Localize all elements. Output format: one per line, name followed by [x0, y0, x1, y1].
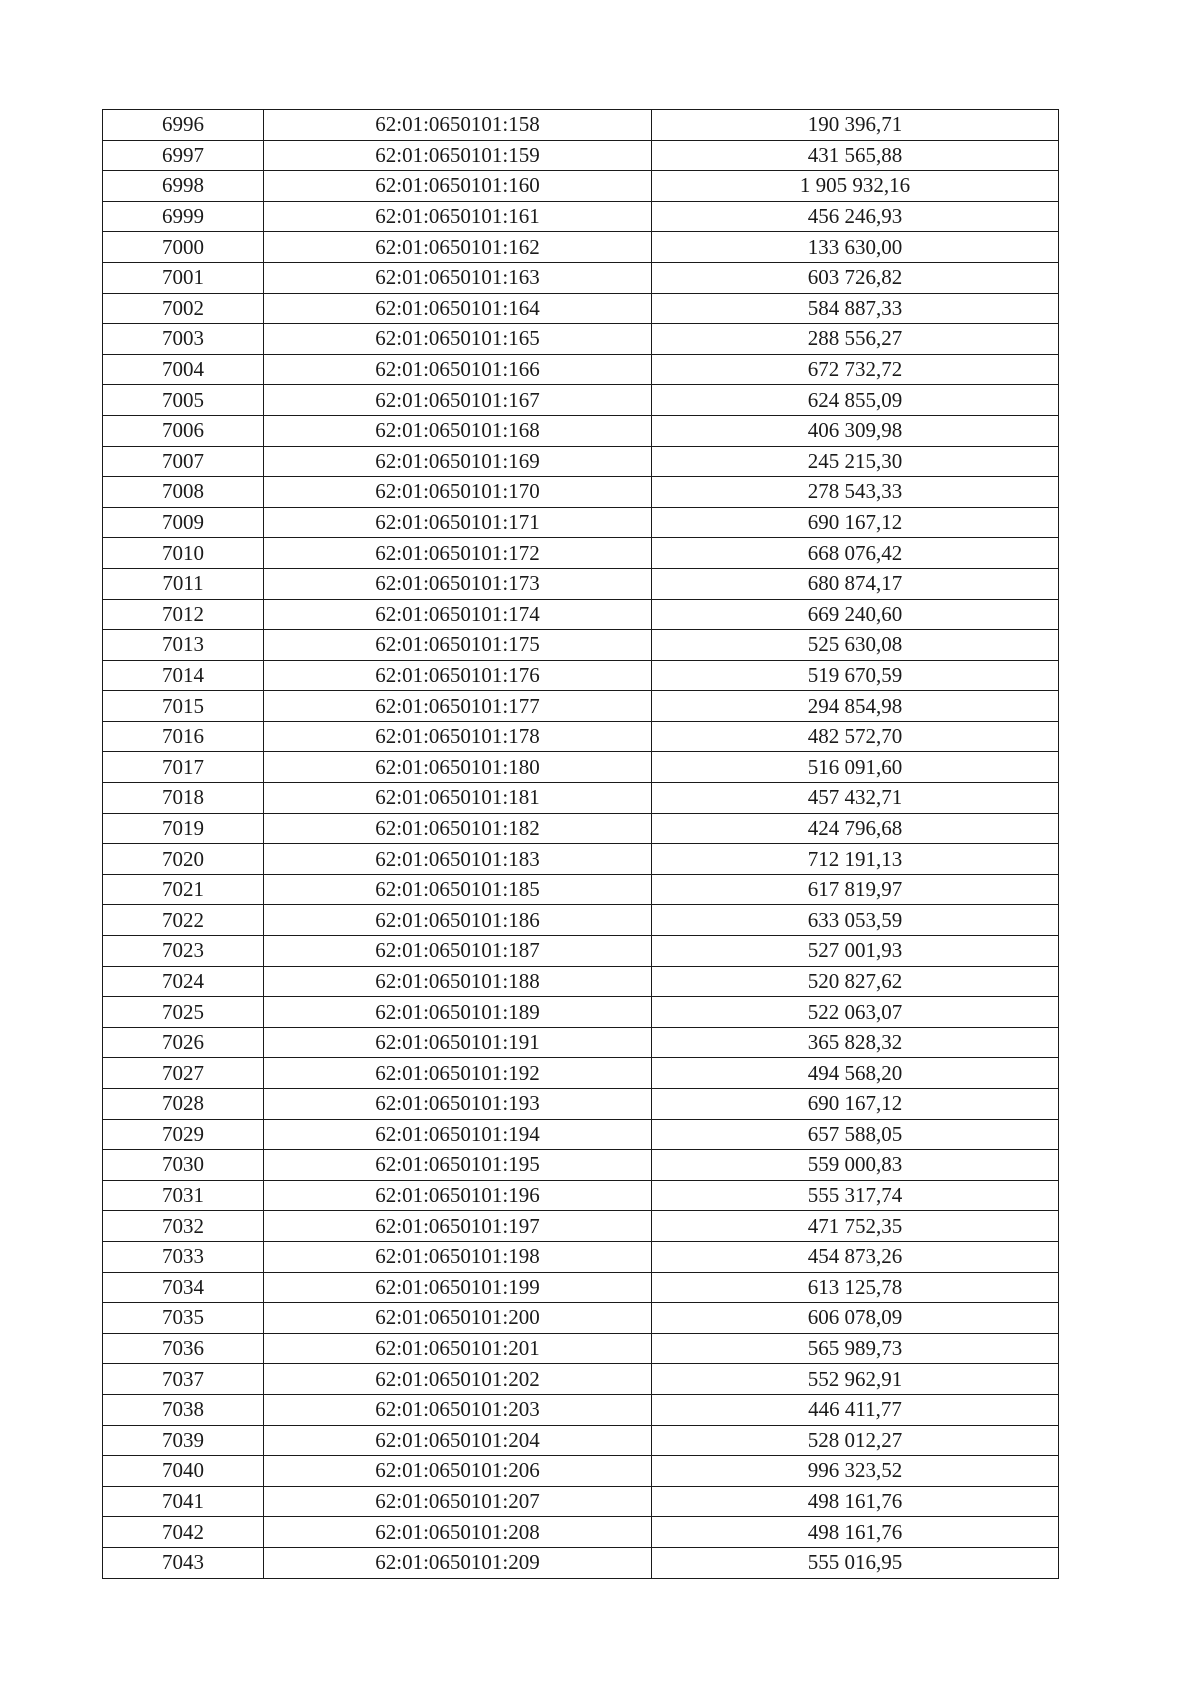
cadastral-number-cell: 62:01:0650101:168 [264, 415, 652, 446]
table-row [103, 1303, 1059, 1334]
table-row [103, 1364, 1059, 1395]
table-row [103, 1272, 1059, 1303]
cadastral-value-cell: 520 827,62 [652, 966, 1059, 997]
table-row [103, 1119, 1059, 1150]
cadastral-number-cell: 62:01:0650101:201 [264, 1333, 652, 1364]
table-row [103, 354, 1059, 385]
table-body [103, 110, 1059, 1579]
row-number-cell: 7017 [103, 752, 264, 783]
table-row [103, 1089, 1059, 1120]
row-number-cell: 7019 [103, 813, 264, 844]
cadastral-value-cell: 606 078,09 [652, 1303, 1059, 1334]
cadastral-value-cell: 559 000,83 [652, 1150, 1059, 1181]
cadastral-number-cell: 62:01:0650101:200 [264, 1303, 652, 1334]
table-row [103, 171, 1059, 202]
cadastral-value-cell: 669 240,60 [652, 599, 1059, 630]
cadastral-number-cell: 62:01:0650101:173 [264, 568, 652, 599]
table-row [103, 1211, 1059, 1242]
row-number-cell: 7037 [103, 1364, 264, 1395]
cadastral-value-cell: 457 432,71 [652, 783, 1059, 814]
cadastral-number-cell: 62:01:0650101:174 [264, 599, 652, 630]
cadastral-number-cell: 62:01:0650101:206 [264, 1456, 652, 1487]
table-row [103, 660, 1059, 691]
cadastral-value-cell: 498 161,76 [652, 1517, 1059, 1548]
cadastral-number-cell: 62:01:0650101:189 [264, 997, 652, 1028]
cadastral-number-cell: 62:01:0650101:185 [264, 874, 652, 905]
cadastral-value-cell: 190 396,71 [652, 110, 1059, 141]
row-number-cell: 7029 [103, 1119, 264, 1150]
cadastral-number-cell: 62:01:0650101:182 [264, 813, 652, 844]
cadastral-value-cell: 519 670,59 [652, 660, 1059, 691]
row-number-cell: 7040 [103, 1456, 264, 1487]
row-number-cell: 7024 [103, 966, 264, 997]
cadastral-number-cell: 62:01:0650101:159 [264, 140, 652, 171]
cadastral-number-cell: 62:01:0650101:198 [264, 1241, 652, 1272]
cadastral-value-cell: 133 630,00 [652, 232, 1059, 263]
cadastral-number-cell: 62:01:0650101:203 [264, 1394, 652, 1425]
table-row [103, 568, 1059, 599]
table-row [103, 232, 1059, 263]
row-number-cell: 7042 [103, 1517, 264, 1548]
cadastral-value-cell: 633 053,59 [652, 905, 1059, 936]
cadastral-value-cell: 498 161,76 [652, 1486, 1059, 1517]
cadastral-number-cell: 62:01:0650101:207 [264, 1486, 652, 1517]
table-row [103, 262, 1059, 293]
row-number-cell: 7007 [103, 446, 264, 477]
cadastral-value-cell: 690 167,12 [652, 507, 1059, 538]
cadastral-number-cell: 62:01:0650101:209 [264, 1547, 652, 1578]
table-row [103, 324, 1059, 355]
cadastral-value-cell: 555 317,74 [652, 1180, 1059, 1211]
cadastral-value-cell: 365 828,32 [652, 1027, 1059, 1058]
cadastral-number-cell: 62:01:0650101:160 [264, 171, 652, 202]
cadastral-value-cell: 527 001,93 [652, 936, 1059, 967]
row-number-cell: 7032 [103, 1211, 264, 1242]
cadastral-number-cell: 62:01:0650101:196 [264, 1180, 652, 1211]
table-row [103, 1027, 1059, 1058]
cadastral-value-cell: 555 016,95 [652, 1547, 1059, 1578]
table-row [103, 752, 1059, 783]
table-row [103, 1150, 1059, 1181]
cadastral-value-cell: 528 012,27 [652, 1425, 1059, 1456]
row-number-cell: 7016 [103, 721, 264, 752]
cadastral-value-cell: 294 854,98 [652, 691, 1059, 722]
row-number-cell: 7030 [103, 1150, 264, 1181]
cadastral-number-cell: 62:01:0650101:188 [264, 966, 652, 997]
cadastral-value-cell: 431 565,88 [652, 140, 1059, 171]
table-row [103, 844, 1059, 875]
row-number-cell: 7013 [103, 630, 264, 661]
cadastral-value-cell: 565 989,73 [652, 1333, 1059, 1364]
cadastral-number-cell: 62:01:0650101:172 [264, 538, 652, 569]
row-number-cell: 7034 [103, 1272, 264, 1303]
table-row [103, 997, 1059, 1028]
row-number-cell: 7033 [103, 1241, 264, 1272]
cadastral-value-cell: 672 732,72 [652, 354, 1059, 385]
table-row [103, 721, 1059, 752]
row-number-cell: 7010 [103, 538, 264, 569]
cadastral-number-cell: 62:01:0650101:186 [264, 905, 652, 936]
row-number-cell: 7003 [103, 324, 264, 355]
cadastral-number-cell: 62:01:0650101:180 [264, 752, 652, 783]
table-row [103, 201, 1059, 232]
row-number-cell: 7041 [103, 1486, 264, 1517]
table-row [103, 1241, 1059, 1272]
cadastral-value-cell: 288 556,27 [652, 324, 1059, 355]
cadastral-number-cell: 62:01:0650101:163 [264, 262, 652, 293]
cadastral-number-cell: 62:01:0650101:175 [264, 630, 652, 661]
cadastral-value-cell: 522 063,07 [652, 997, 1059, 1028]
cadastral-value-cell: 617 819,97 [652, 874, 1059, 905]
table-row [103, 1394, 1059, 1425]
row-number-cell: 7038 [103, 1394, 264, 1425]
row-number-cell: 7021 [103, 874, 264, 905]
cadastral-number-cell: 62:01:0650101:194 [264, 1119, 652, 1150]
cadastral-number-cell: 62:01:0650101:165 [264, 324, 652, 355]
cadastral-value-cell: 456 246,93 [652, 201, 1059, 232]
row-number-cell: 7023 [103, 936, 264, 967]
cadastral-value-cell: 482 572,70 [652, 721, 1059, 752]
cadastral-number-cell: 62:01:0650101:187 [264, 936, 652, 967]
table-row [103, 966, 1059, 997]
cadastral-value-cell: 424 796,68 [652, 813, 1059, 844]
cadastral-value-cell: 603 726,82 [652, 262, 1059, 293]
cadastral-number-cell: 62:01:0650101:161 [264, 201, 652, 232]
row-number-cell: 6997 [103, 140, 264, 171]
table-row [103, 691, 1059, 722]
cadastral-value-cell: 680 874,17 [652, 568, 1059, 599]
cadastral-value-cell: 494 568,20 [652, 1058, 1059, 1089]
row-number-cell: 7025 [103, 997, 264, 1028]
row-number-cell: 7008 [103, 477, 264, 508]
row-number-cell: 7026 [103, 1027, 264, 1058]
table-row [103, 1425, 1059, 1456]
table-row [103, 1333, 1059, 1364]
table-row [103, 446, 1059, 477]
row-number-cell: 7014 [103, 660, 264, 691]
table-row [103, 1180, 1059, 1211]
table-row [103, 874, 1059, 905]
row-number-cell: 7022 [103, 905, 264, 936]
row-number-cell: 7009 [103, 507, 264, 538]
cadastral-value-cell: 1 905 932,16 [652, 171, 1059, 202]
table-row [103, 1486, 1059, 1517]
row-number-cell: 7036 [103, 1333, 264, 1364]
table-row [103, 813, 1059, 844]
cadastral-number-cell: 62:01:0650101:197 [264, 1211, 652, 1242]
cadastral-value-cell: 624 855,09 [652, 385, 1059, 416]
cadastral-value-cell: 668 076,42 [652, 538, 1059, 569]
cadastre-value-table [102, 109, 1059, 1579]
cadastral-value-cell: 446 411,77 [652, 1394, 1059, 1425]
cadastral-value-cell: 245 215,30 [652, 446, 1059, 477]
cadastral-number-cell: 62:01:0650101:199 [264, 1272, 652, 1303]
cadastral-number-cell: 62:01:0650101:192 [264, 1058, 652, 1089]
table-row [103, 140, 1059, 171]
cadastral-value-cell: 471 752,35 [652, 1211, 1059, 1242]
cadastral-value-cell: 516 091,60 [652, 752, 1059, 783]
cadastral-number-cell: 62:01:0650101:171 [264, 507, 652, 538]
row-number-cell: 7006 [103, 415, 264, 446]
row-number-cell: 7020 [103, 844, 264, 875]
row-number-cell: 7000 [103, 232, 264, 263]
cadastral-value-cell: 657 588,05 [652, 1119, 1059, 1150]
table-row [103, 599, 1059, 630]
cadastral-value-cell: 406 309,98 [652, 415, 1059, 446]
cadastral-value-cell: 996 323,52 [652, 1456, 1059, 1487]
row-number-cell: 7011 [103, 568, 264, 599]
cadastral-number-cell: 62:01:0650101:202 [264, 1364, 652, 1395]
row-number-cell: 7043 [103, 1547, 264, 1578]
cadastral-value-cell: 712 191,13 [652, 844, 1059, 875]
cadastral-number-cell: 62:01:0650101:176 [264, 660, 652, 691]
cadastral-number-cell: 62:01:0650101:177 [264, 691, 652, 722]
cadastral-number-cell: 62:01:0650101:191 [264, 1027, 652, 1058]
table-row [103, 1456, 1059, 1487]
table-row [103, 110, 1059, 141]
cadastral-number-cell: 62:01:0650101:164 [264, 293, 652, 324]
row-number-cell: 7031 [103, 1180, 264, 1211]
table-row [103, 783, 1059, 814]
cadastral-number-cell: 62:01:0650101:204 [264, 1425, 652, 1456]
table-row [103, 630, 1059, 661]
row-number-cell: 7028 [103, 1089, 264, 1120]
cadastral-number-cell: 62:01:0650101:195 [264, 1150, 652, 1181]
cadastral-number-cell: 62:01:0650101:178 [264, 721, 652, 752]
cadastral-value-cell: 278 543,33 [652, 477, 1059, 508]
table-row [103, 1547, 1059, 1578]
cadastral-value-cell: 525 630,08 [652, 630, 1059, 661]
cadastral-value-cell: 690 167,12 [652, 1089, 1059, 1120]
row-number-cell: 7039 [103, 1425, 264, 1456]
cadastral-value-cell: 552 962,91 [652, 1364, 1059, 1395]
table-row [103, 1058, 1059, 1089]
row-number-cell: 6998 [103, 171, 264, 202]
cadastral-number-cell: 62:01:0650101:162 [264, 232, 652, 263]
table-row [103, 293, 1059, 324]
cadastral-number-cell: 62:01:0650101:169 [264, 446, 652, 477]
cadastral-number-cell: 62:01:0650101:170 [264, 477, 652, 508]
cadastral-number-cell: 62:01:0650101:193 [264, 1089, 652, 1120]
row-number-cell: 7005 [103, 385, 264, 416]
table-row [103, 477, 1059, 508]
table-row [103, 385, 1059, 416]
table-row [103, 1517, 1059, 1548]
cadastral-number-cell: 62:01:0650101:167 [264, 385, 652, 416]
row-number-cell: 7018 [103, 783, 264, 814]
table-row [103, 415, 1059, 446]
row-number-cell: 6999 [103, 201, 264, 232]
cadastral-number-cell: 62:01:0650101:166 [264, 354, 652, 385]
row-number-cell: 7001 [103, 262, 264, 293]
cadastral-value-cell: 454 873,26 [652, 1241, 1059, 1272]
cadastral-value-cell: 613 125,78 [652, 1272, 1059, 1303]
row-number-cell: 7035 [103, 1303, 264, 1334]
row-number-cell: 6996 [103, 110, 264, 141]
row-number-cell: 7012 [103, 599, 264, 630]
row-number-cell: 7027 [103, 1058, 264, 1089]
cadastral-number-cell: 62:01:0650101:208 [264, 1517, 652, 1548]
row-number-cell: 7004 [103, 354, 264, 385]
table-row [103, 507, 1059, 538]
cadastral-number-cell: 62:01:0650101:181 [264, 783, 652, 814]
row-number-cell: 7002 [103, 293, 264, 324]
table-row [103, 538, 1059, 569]
table-row [103, 936, 1059, 967]
row-number-cell: 7015 [103, 691, 264, 722]
cadastral-value-cell: 584 887,33 [652, 293, 1059, 324]
cadastral-number-cell: 62:01:0650101:183 [264, 844, 652, 875]
cadastral-number-cell: 62:01:0650101:158 [264, 110, 652, 141]
table-row [103, 905, 1059, 936]
